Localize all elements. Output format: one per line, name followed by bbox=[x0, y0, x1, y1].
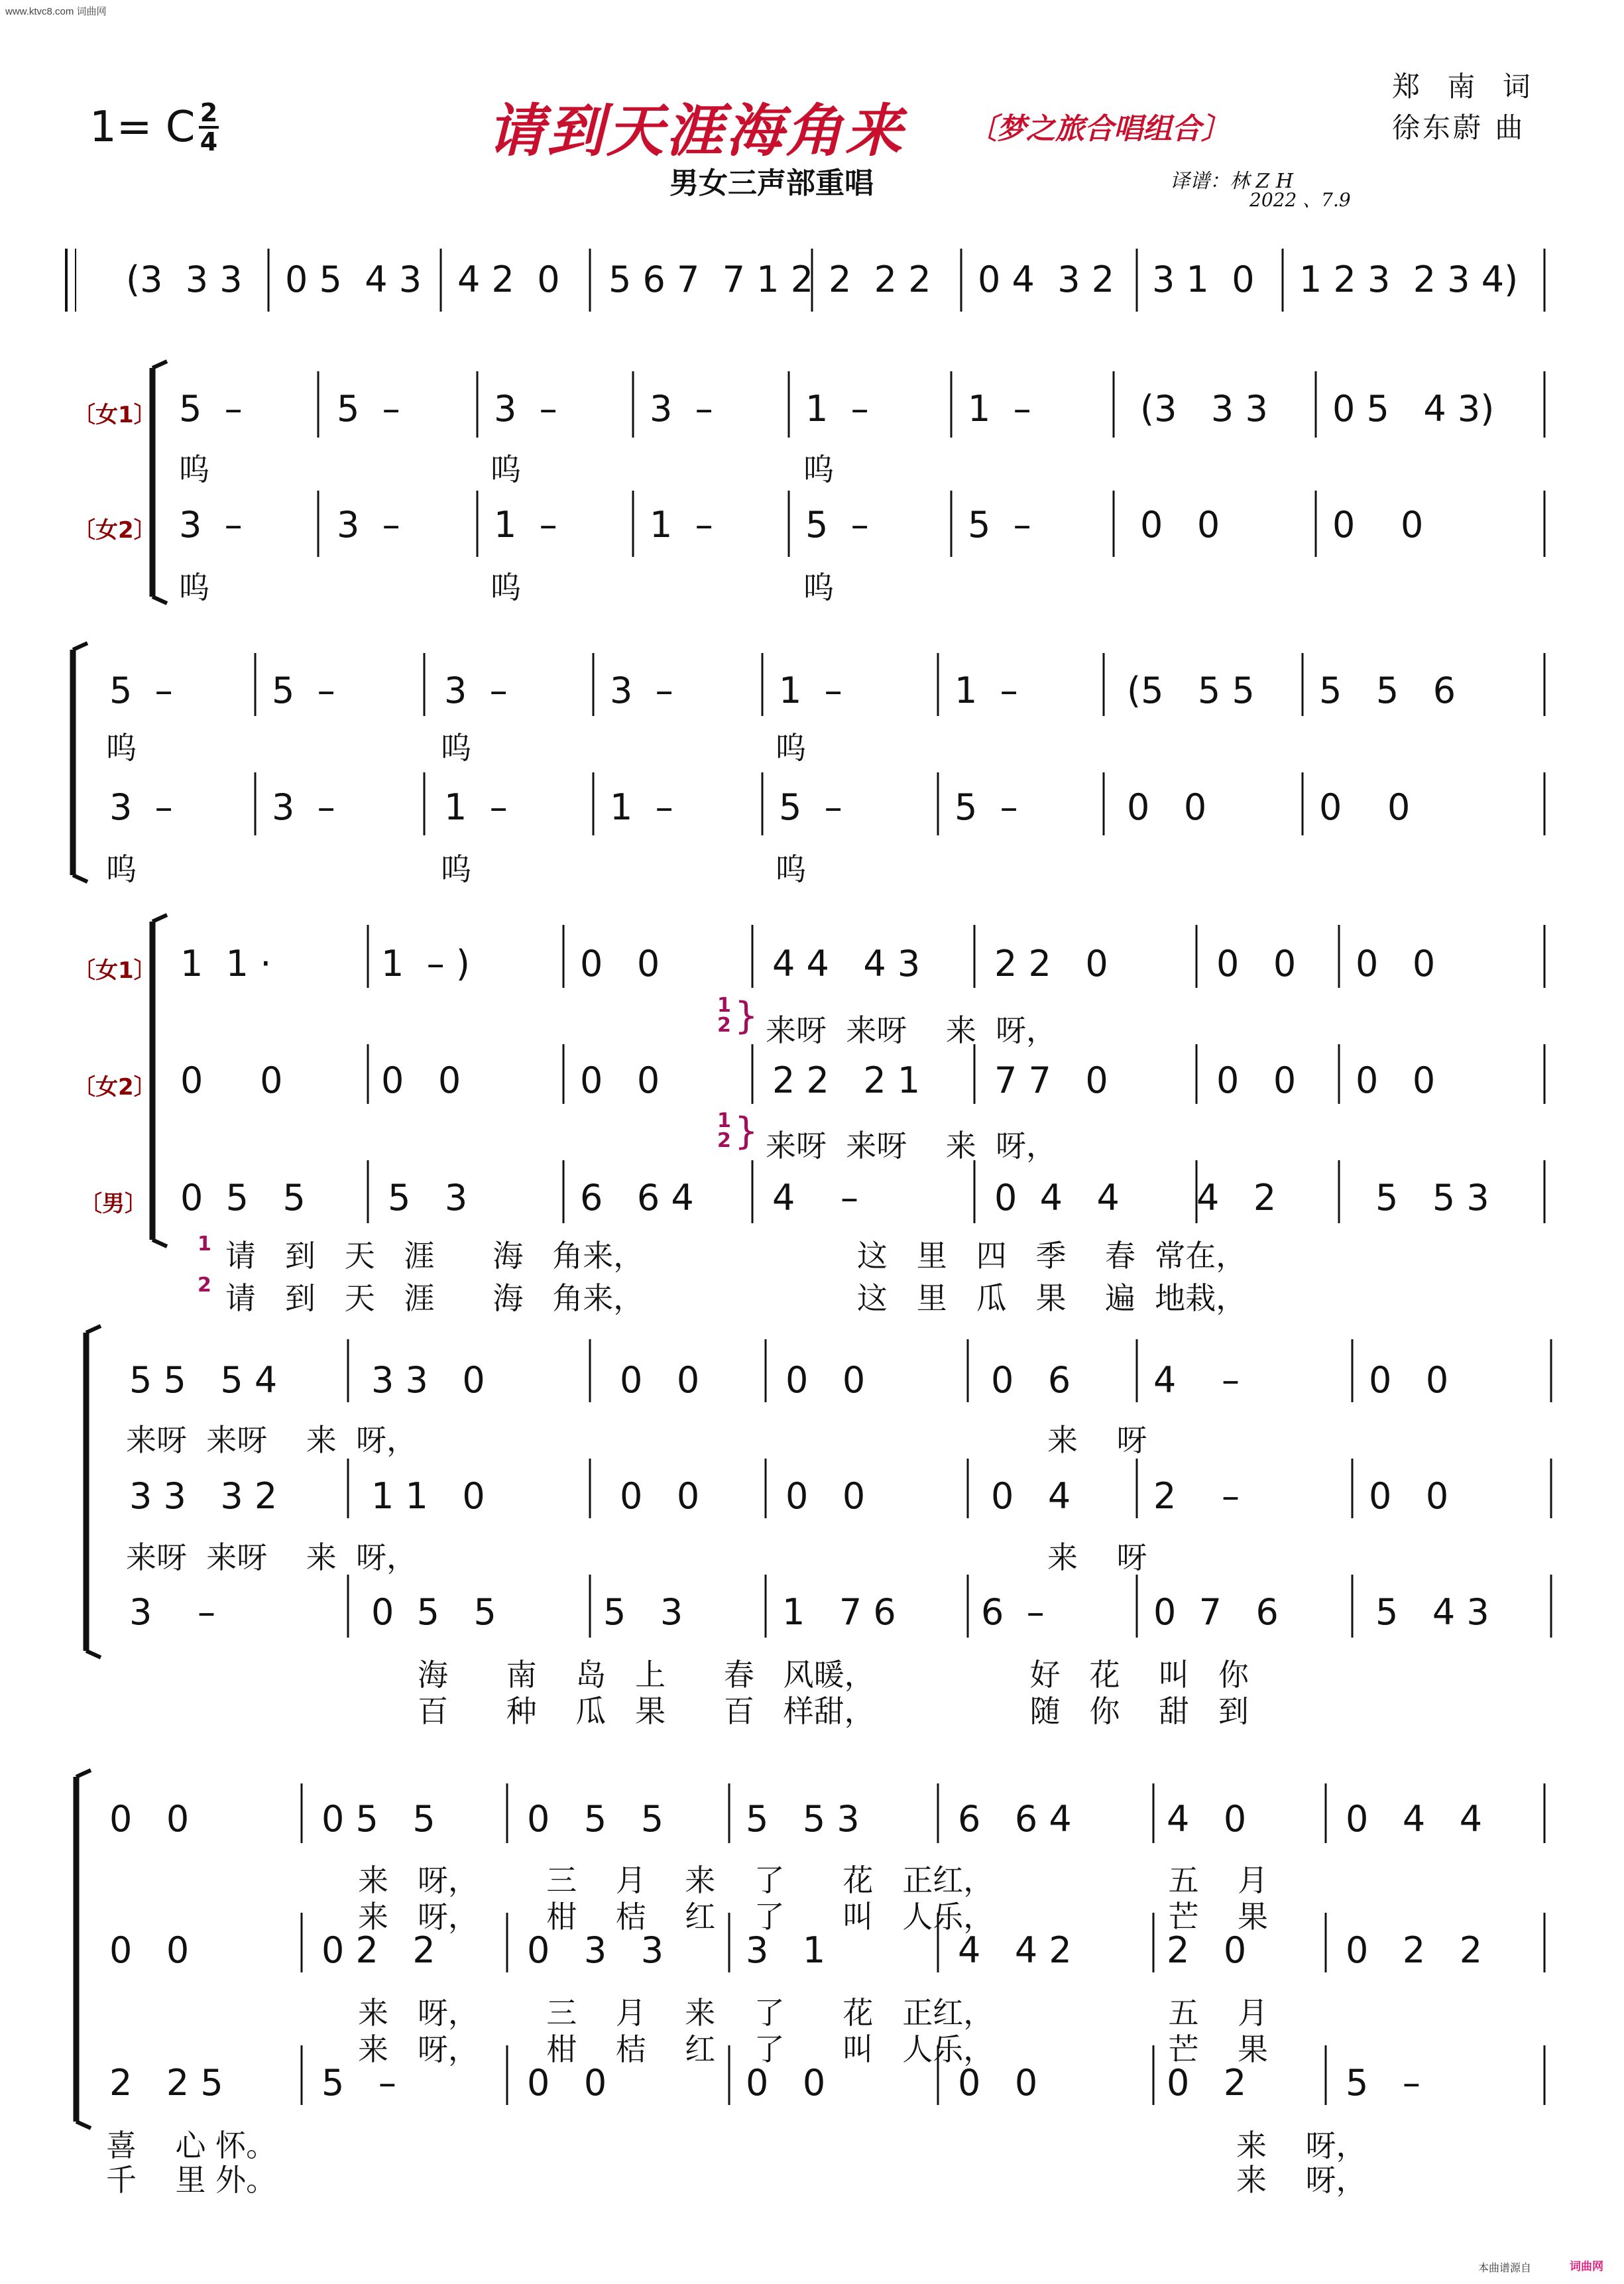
f1-measure: 0 0 bbox=[1356, 943, 1436, 985]
system-bracket-bottom bbox=[86, 1651, 101, 1657]
verse-marks: 1 2 bbox=[717, 994, 731, 1037]
m-measure: 5 – bbox=[1346, 2062, 1421, 2104]
system-bracket-top bbox=[152, 915, 167, 922]
f2-measure: 0 0 bbox=[1332, 504, 1424, 546]
intro-measure: 1 2 3 2 3 4) bbox=[1299, 259, 1519, 300]
m-measure: 0 2 bbox=[1167, 2062, 1247, 2104]
f1-measure: 5 5 5 4 bbox=[129, 1359, 278, 1401]
intro-measure: 2 2 2 bbox=[829, 259, 931, 300]
f1-measure: 0 0 bbox=[1216, 943, 1297, 985]
intro-measure: 4 2 0 bbox=[457, 259, 560, 300]
f1-measure: 3 – bbox=[610, 670, 673, 711]
f2-measure: 3 – bbox=[109, 786, 173, 828]
f1-measure: (3 3 3 bbox=[1140, 388, 1268, 430]
lyric-f1: 呜 bbox=[106, 730, 137, 766]
verse-mark-2: 2 bbox=[198, 1274, 211, 1297]
m-measure: 0 0 bbox=[527, 2062, 607, 2104]
transcriber: 译谱：林 Z H bbox=[1170, 170, 1294, 193]
voicing: 男女三声部重唱 bbox=[669, 166, 874, 200]
verse-mark-1: 1 bbox=[198, 1232, 211, 1256]
lyric-f1: 呜 bbox=[179, 451, 209, 487]
lyric-f2: 呜 bbox=[179, 570, 209, 605]
f2-measure: 3 3 3 2 bbox=[129, 1475, 278, 1517]
f1-measure: 4 0 bbox=[1167, 1798, 1247, 1840]
lyric-f1: 呜 bbox=[803, 451, 834, 487]
f1-measure: 3 3 0 bbox=[371, 1359, 485, 1401]
f2-measure: 1 – bbox=[650, 504, 713, 546]
date: 2022 、7.9 bbox=[1249, 189, 1351, 211]
f1-measure: 0 0 bbox=[620, 1359, 700, 1401]
lyric-f1: 呜 bbox=[491, 451, 521, 487]
label-m: 〔男〕 bbox=[80, 1191, 147, 1217]
lyric-f2: 呜 bbox=[776, 851, 806, 887]
key-signature: 1= C bbox=[89, 103, 196, 152]
f2-measure: 3 – bbox=[337, 504, 400, 546]
lyric-f2: 来呀 来呀 来 呀， bbox=[126, 1539, 417, 1575]
lyric-f1: 呜 bbox=[441, 730, 471, 766]
f1-measure: 1 – ) bbox=[381, 943, 470, 985]
system-bracket-bottom bbox=[152, 1240, 167, 1246]
m-measure: 0 5 5 bbox=[371, 1591, 496, 1633]
f1-measure: 3 – bbox=[650, 388, 713, 430]
system-bracket-top bbox=[73, 643, 87, 650]
f2-measure: 0 0 bbox=[1356, 1059, 1436, 1101]
lyric-f1-v2: 来 呀， 柑 桔 红 了 叫 人乐， 芒 果 bbox=[358, 1899, 1268, 1935]
f2-measure: 5 – bbox=[968, 504, 1031, 546]
page-title: 请到天涯海角来 bbox=[487, 98, 905, 164]
lyric-f2: 呜 bbox=[441, 851, 471, 887]
label-f2: 〔女2〕 bbox=[73, 1074, 156, 1101]
f1-measure: 5 5 6 bbox=[1319, 670, 1456, 711]
m-measure: 5 3 bbox=[388, 1177, 468, 1219]
f1-measure: 4 – bbox=[1153, 1359, 1240, 1401]
f2-measure: 0 0 bbox=[1369, 1475, 1449, 1517]
intro-measure: 0 5 4 3 bbox=[285, 259, 422, 300]
f2-measure: 0 2 2 bbox=[1346, 1929, 1483, 1971]
f1-measure: 5 – bbox=[337, 388, 400, 430]
f1-measure: 0 0 bbox=[785, 1359, 866, 1401]
m-measure: 3 – bbox=[129, 1591, 216, 1633]
lyric-m-v2: 千 里 外。 bbox=[106, 2162, 277, 2198]
f2-measure: 0 0 bbox=[785, 1475, 866, 1517]
f1-measure: 1 – bbox=[955, 670, 1018, 711]
f2-measure: 0 0 bbox=[180, 1059, 283, 1101]
f2-measure: 0 0 bbox=[1319, 786, 1411, 828]
f2-measure: 1 – bbox=[444, 786, 508, 828]
f1-measure: 1 1 · bbox=[180, 943, 272, 985]
intro-measure: 3 1 0 bbox=[1152, 259, 1255, 300]
f2-measure: 1 1 0 bbox=[371, 1475, 485, 1517]
system-bracket-bottom bbox=[73, 875, 87, 882]
lyric-f2: 来 呀 bbox=[1047, 1539, 1147, 1575]
m-measure: 5 5 3 bbox=[1375, 1177, 1489, 1219]
m-measure: 6 6 4 bbox=[580, 1177, 694, 1219]
f2-measure: 4 4 2 bbox=[958, 1929, 1072, 1971]
f2-measure: 1 – bbox=[610, 786, 673, 828]
lyric-f2: 呜 bbox=[106, 851, 137, 887]
label-f1: 〔女1〕 bbox=[73, 957, 156, 984]
f1-measure: (5 5 5 bbox=[1127, 670, 1255, 711]
lyric-f2: 呜 bbox=[491, 570, 521, 605]
m-measure: 4 – bbox=[772, 1177, 859, 1219]
m-measure: 0 7 6 bbox=[1153, 1591, 1279, 1633]
f1-measure: 6 6 4 bbox=[958, 1798, 1072, 1840]
lyric-f2: 呜 bbox=[803, 570, 834, 605]
verse-brace: } bbox=[734, 994, 758, 1038]
m-measure: 0 0 bbox=[746, 2062, 826, 2104]
m-measure: 4 2 bbox=[1196, 1177, 1277, 1219]
lyric-m-v2: 请 到 天 涯 海 角来， 这 里 瓜 果 遍 地栽， bbox=[225, 1280, 1247, 1316]
m-measure: 0 4 4 bbox=[994, 1177, 1120, 1219]
f2-measure: 0 0 bbox=[1216, 1059, 1297, 1101]
f2-measure: 1 – bbox=[494, 504, 557, 546]
f2-measure: 0 0 bbox=[620, 1475, 700, 1517]
lyric-f1-v1: 来 呀， 三 月 来 了 花 正红， 五 月 bbox=[358, 1862, 1268, 1898]
label-f1: 〔女1〕 bbox=[73, 402, 156, 428]
f2-measure: 5 – bbox=[779, 786, 842, 828]
lyric-f1: 来呀 来呀 来 呀， bbox=[766, 1012, 1057, 1048]
f2-measure: 2 – bbox=[1153, 1475, 1240, 1517]
m-measure: 1 7 6 bbox=[782, 1591, 896, 1633]
lyric-f2: 来呀 来呀 来 呀， bbox=[766, 1128, 1057, 1164]
f1-measure: 3 – bbox=[444, 670, 508, 711]
f2-measure: 3 1 bbox=[746, 1929, 826, 1971]
f1-measure: 1 – bbox=[968, 388, 1031, 430]
f1-measure: 5 – bbox=[179, 388, 243, 430]
composer: 徐东蔚 曲 bbox=[1392, 111, 1526, 144]
performer: 〔梦之旅合唱组合〕 bbox=[968, 112, 1230, 146]
intro-measure: 0 4 3 2 bbox=[978, 259, 1115, 300]
lyric-f1: 来 呀 bbox=[1047, 1422, 1147, 1458]
system-bracket-top bbox=[86, 1326, 101, 1333]
f1-measure: 4 4 4 3 bbox=[772, 943, 921, 985]
m-measure: 0 0 bbox=[958, 2062, 1038, 2104]
intro-measure: 5 6 7 7 1 2 bbox=[609, 259, 814, 300]
f1-measure: 5 5 3 bbox=[746, 1798, 860, 1840]
f2-measure: 0 0 bbox=[109, 1929, 190, 1971]
f2-measure: 0 4 bbox=[991, 1475, 1071, 1517]
f1-measure: 0 5 5 bbox=[321, 1798, 435, 1840]
f2-measure: 7 7 0 bbox=[994, 1059, 1108, 1101]
lyric-m-v1-end: 来 呀， bbox=[1236, 2128, 1367, 2163]
verse-brace: } bbox=[734, 1110, 758, 1153]
lyric-m-v1: 海 南 岛 上 春 风暖， 好 花 叫 你 bbox=[418, 1657, 1249, 1693]
verse-marks: 1 2 bbox=[717, 1109, 731, 1152]
system-bracket-top bbox=[76, 1770, 91, 1777]
system-bracket-bottom bbox=[152, 597, 167, 603]
f2-measure: 5 – bbox=[955, 786, 1018, 828]
f1-measure: 1 – bbox=[805, 388, 869, 430]
f1-measure: 0 0 bbox=[580, 943, 660, 985]
f1-measure: 0 0 bbox=[1369, 1359, 1449, 1401]
f1-measure: 3 – bbox=[494, 388, 557, 430]
f2-measure: 0 2 2 bbox=[321, 1929, 435, 1971]
f2-measure: 0 0 bbox=[1140, 504, 1220, 546]
footer-site: 词曲网 bbox=[1570, 2260, 1603, 2273]
f1-measure: 2 2 0 bbox=[994, 943, 1108, 985]
f1-measure: 0 0 bbox=[109, 1798, 190, 1840]
f1-measure: 5 – bbox=[272, 670, 335, 711]
f2-measure: 0 3 3 bbox=[527, 1929, 664, 1971]
f1-measure: 5 – bbox=[109, 670, 173, 711]
m-measure: 0 5 5 bbox=[180, 1177, 306, 1219]
f2-measure: 0 0 bbox=[381, 1059, 461, 1101]
intro-measure: (3 3 3 bbox=[126, 259, 243, 300]
lyric-f2-v2: 来 呀， 柑 桔 红 了 叫 人乐， 芒 果 bbox=[358, 2031, 1268, 2067]
time-signature: 2 4 bbox=[200, 98, 218, 156]
m-measure: 5 3 bbox=[603, 1591, 683, 1633]
f1-measure: 0 4 4 bbox=[1346, 1798, 1483, 1840]
f1-measure: 0 5 5 bbox=[527, 1798, 664, 1840]
lyric-m-v2: 百 种 瓜 果 百 样甜， 随 你 甜 到 bbox=[418, 1693, 1249, 1729]
lyric-m-v2-end: 来 呀， bbox=[1236, 2162, 1367, 2198]
f2-measure: 2 2 2 1 bbox=[772, 1059, 921, 1101]
f2-measure: 0 0 bbox=[1127, 786, 1207, 828]
f1-measure: 1 – bbox=[779, 670, 842, 711]
lyricist: 郑 南 词 bbox=[1392, 70, 1540, 103]
m-measure: 5 – bbox=[321, 2062, 396, 2104]
lyric-m-v1: 请 到 天 涯 海 角来， 这 里 四 季 春 常在， bbox=[225, 1238, 1247, 1274]
f1-measure: 0 6 bbox=[991, 1359, 1071, 1401]
site-url: www.ktvc8.com 词曲网 bbox=[5, 6, 107, 17]
f2-measure: 5 – bbox=[805, 504, 869, 546]
lyric-f1: 呜 bbox=[776, 730, 806, 766]
label-f2: 〔女2〕 bbox=[73, 517, 156, 544]
footer-source: 本曲谱源自 bbox=[1478, 2261, 1532, 2274]
f2-measure: 3 – bbox=[272, 786, 335, 828]
lyric-m-v1: 喜 心 怀。 bbox=[106, 2128, 277, 2163]
m-measure: 2 2 5 bbox=[109, 2062, 223, 2104]
lyric-f2-v1: 来 呀， 三 月 来 了 花 正红， 五 月 bbox=[358, 1995, 1268, 2031]
f1-measure: 0 5 4 3) bbox=[1332, 388, 1495, 430]
lyric-f1: 来呀 来呀 来 呀， bbox=[126, 1422, 417, 1458]
m-measure: 6 – bbox=[981, 1591, 1045, 1633]
f2-measure: 3 – bbox=[179, 504, 243, 546]
m-measure: 5 4 3 bbox=[1375, 1591, 1489, 1633]
system-bracket-bottom bbox=[76, 2122, 91, 2128]
system-bracket-top bbox=[152, 361, 167, 368]
f2-measure: 0 0 bbox=[580, 1059, 660, 1101]
f2-measure: 2 0 bbox=[1167, 1929, 1247, 1971]
